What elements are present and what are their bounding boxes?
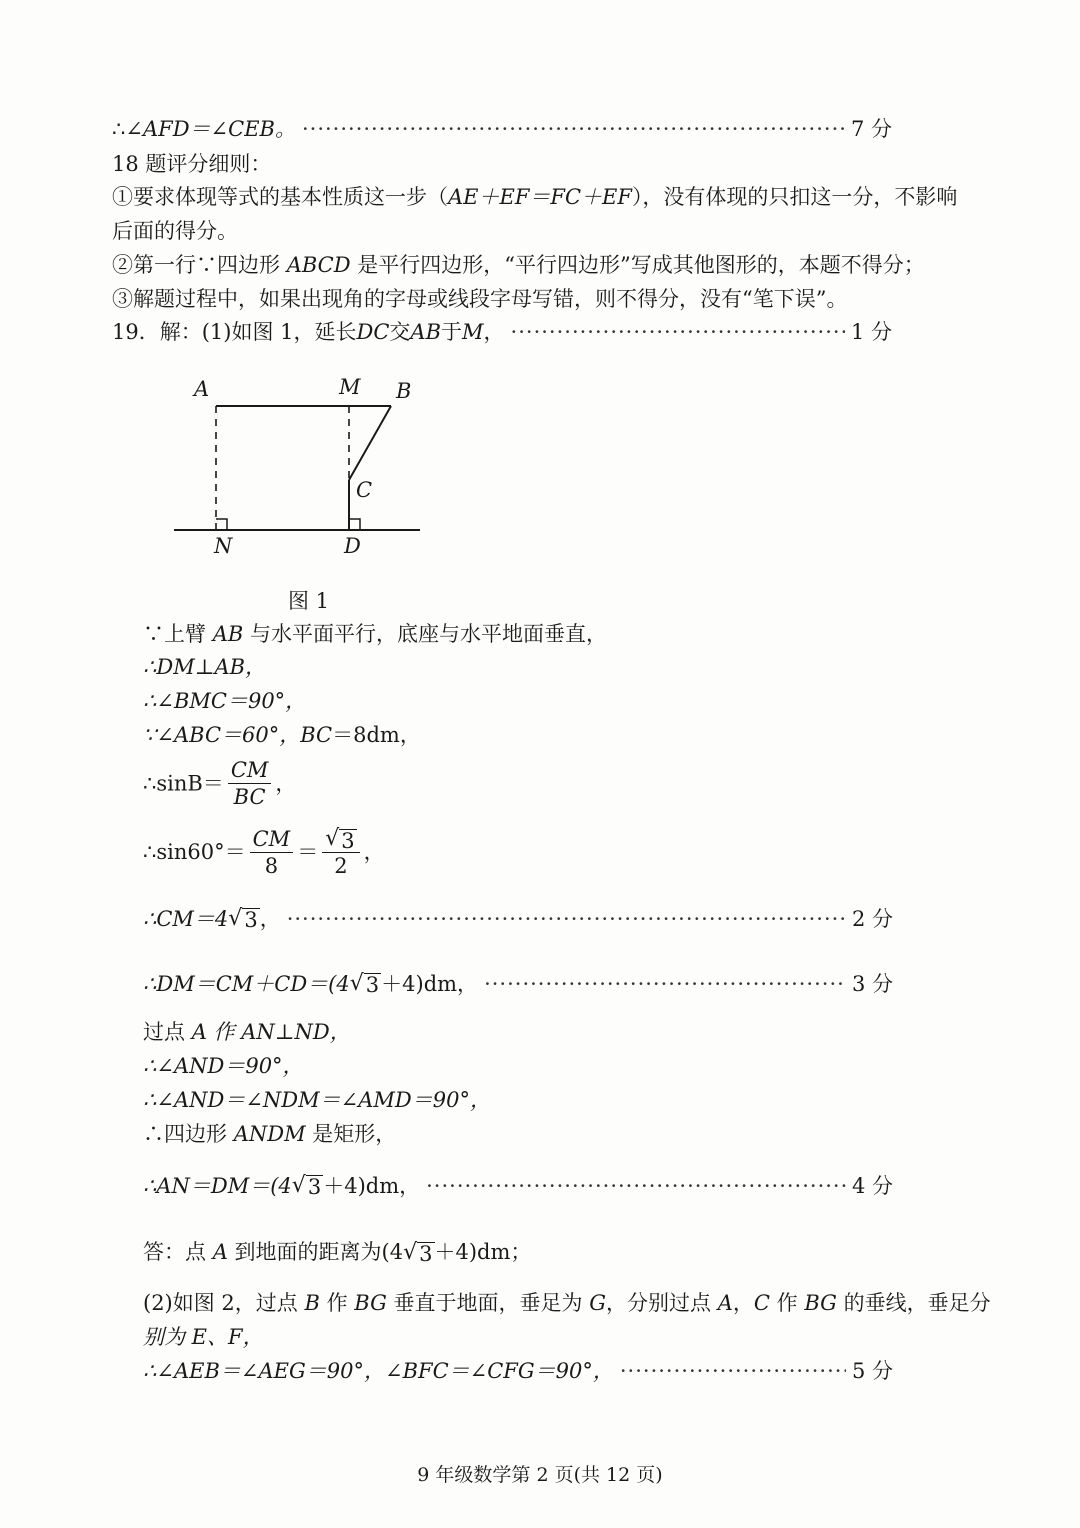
dot-leader xyxy=(620,1357,846,1385)
right-angle-n xyxy=(216,519,227,530)
step-sinb: ∴sinB＝ $\frac{CM}{BC}$ ， xyxy=(143,758,297,809)
step-rectangle: ∴四边形 ANDM 是矩形， xyxy=(143,1122,397,1146)
step-right-angles-efg: ∴∠AEB＝∠AEG＝90°，∠BFC＝∠CFG＝90°， ····· 5 分 xyxy=(143,1357,893,1385)
step-three-right-angles: ∴∠AND＝∠NDM＝∠AMD＝90°， xyxy=(143,1088,491,1112)
dot-leader xyxy=(426,1172,846,1200)
step-construct-an: 过点 A 作 AN⊥ND， xyxy=(143,1020,351,1044)
figure-1-diagram xyxy=(160,370,440,570)
rubric-item-2: ②第一行∵四边形 ABCD 是平行四边形，“平行四边形”写成其他图形的，本题不得分； xyxy=(112,253,925,277)
rubric-item-1-cont: 后面的得分。 xyxy=(112,219,238,243)
dot-leader xyxy=(302,115,845,143)
therefore-symbol: ∴ xyxy=(112,117,126,141)
label-c: C xyxy=(356,478,373,502)
answer-line: 答：点 A 到地面的距离为(4 √ 3 ＋4)dm； xyxy=(143,1240,532,1266)
score-7: 7 分 xyxy=(850,117,892,141)
step-sin60: ∴sin60°＝ $\frac{CM}{8}$ ＝ √ 3 2 ， xyxy=(143,826,385,878)
part2-intro-cont: 别为 E、F， xyxy=(143,1325,264,1349)
figure-1-caption: 图 1 xyxy=(288,589,330,613)
page-footer: 9 年级数学第 2 页(共 12 页) xyxy=(417,1464,663,1486)
score-2: 2 分 xyxy=(851,907,893,931)
q19-intro-line: 19．解：(1)如图 1，延长 DC 交 AB 于 M ， ····· 1 分 xyxy=(112,318,892,346)
label-b: B xyxy=(396,379,412,403)
conclusion-line-afd xyxy=(112,115,892,143)
label-n: N xyxy=(214,534,233,558)
score-1: 1 分 xyxy=(850,320,892,344)
rubric-item-1: ①要求体现等式的基本性质这一步（AE＋EF＝FC＋EF），没有体现的只扣这一分，不影响 xyxy=(112,185,958,209)
rubric-title: 18 题评分细则： xyxy=(112,152,272,176)
part2-intro: (2)如图 2，过点 B 作 BG 垂直于地面，垂足为 G，分别过点 A，C 作 BG 的垂线，垂足分 xyxy=(143,1291,991,1315)
angle-equation: ∠AFD＝∠CEB。 xyxy=(125,117,296,141)
step-dm-perp-ab: ∴DM⊥AB， xyxy=(143,655,267,679)
step-angle-bmc: ∴∠BMC＝90°， xyxy=(143,689,307,713)
segment-bc xyxy=(349,406,391,480)
dot-leader xyxy=(511,318,845,346)
label-m: M xyxy=(339,375,361,399)
dot-leader xyxy=(287,905,846,933)
rubric-item-3: ③解题过程中，如果出现角的字母或线段字母写错，则不得分，没有“笔下误”。 xyxy=(112,287,848,311)
score-5: 5 分 xyxy=(851,1359,893,1383)
dot-leader xyxy=(484,970,846,998)
right-angle-d xyxy=(349,519,360,530)
step-cm-value: ∴CM＝4 √ 3 ， ····· 2 分 xyxy=(143,905,893,933)
label-a: A xyxy=(194,377,210,401)
label-d: D xyxy=(344,534,361,558)
step-because-parallel: ∵上臂 AB 与水平面平行，底座与水平地面垂直， xyxy=(143,622,607,646)
step-angle-and: ∴∠AND＝90°， xyxy=(143,1054,304,1078)
step-an-value: ∴AN＝DM＝(4 √ 3 ＋4)dm， ····· 4 分 xyxy=(143,1172,893,1200)
score-4: 4 分 xyxy=(851,1174,893,1198)
step-dm-value: ∴DM＝CM＋CD＝(4 √ 3 ＋4)dm， ····· 3 分 xyxy=(143,970,893,998)
score-3: 3 分 xyxy=(851,972,893,996)
step-angle-abc: ∵∠ABC＝60°，BC＝8dm， xyxy=(143,723,421,747)
